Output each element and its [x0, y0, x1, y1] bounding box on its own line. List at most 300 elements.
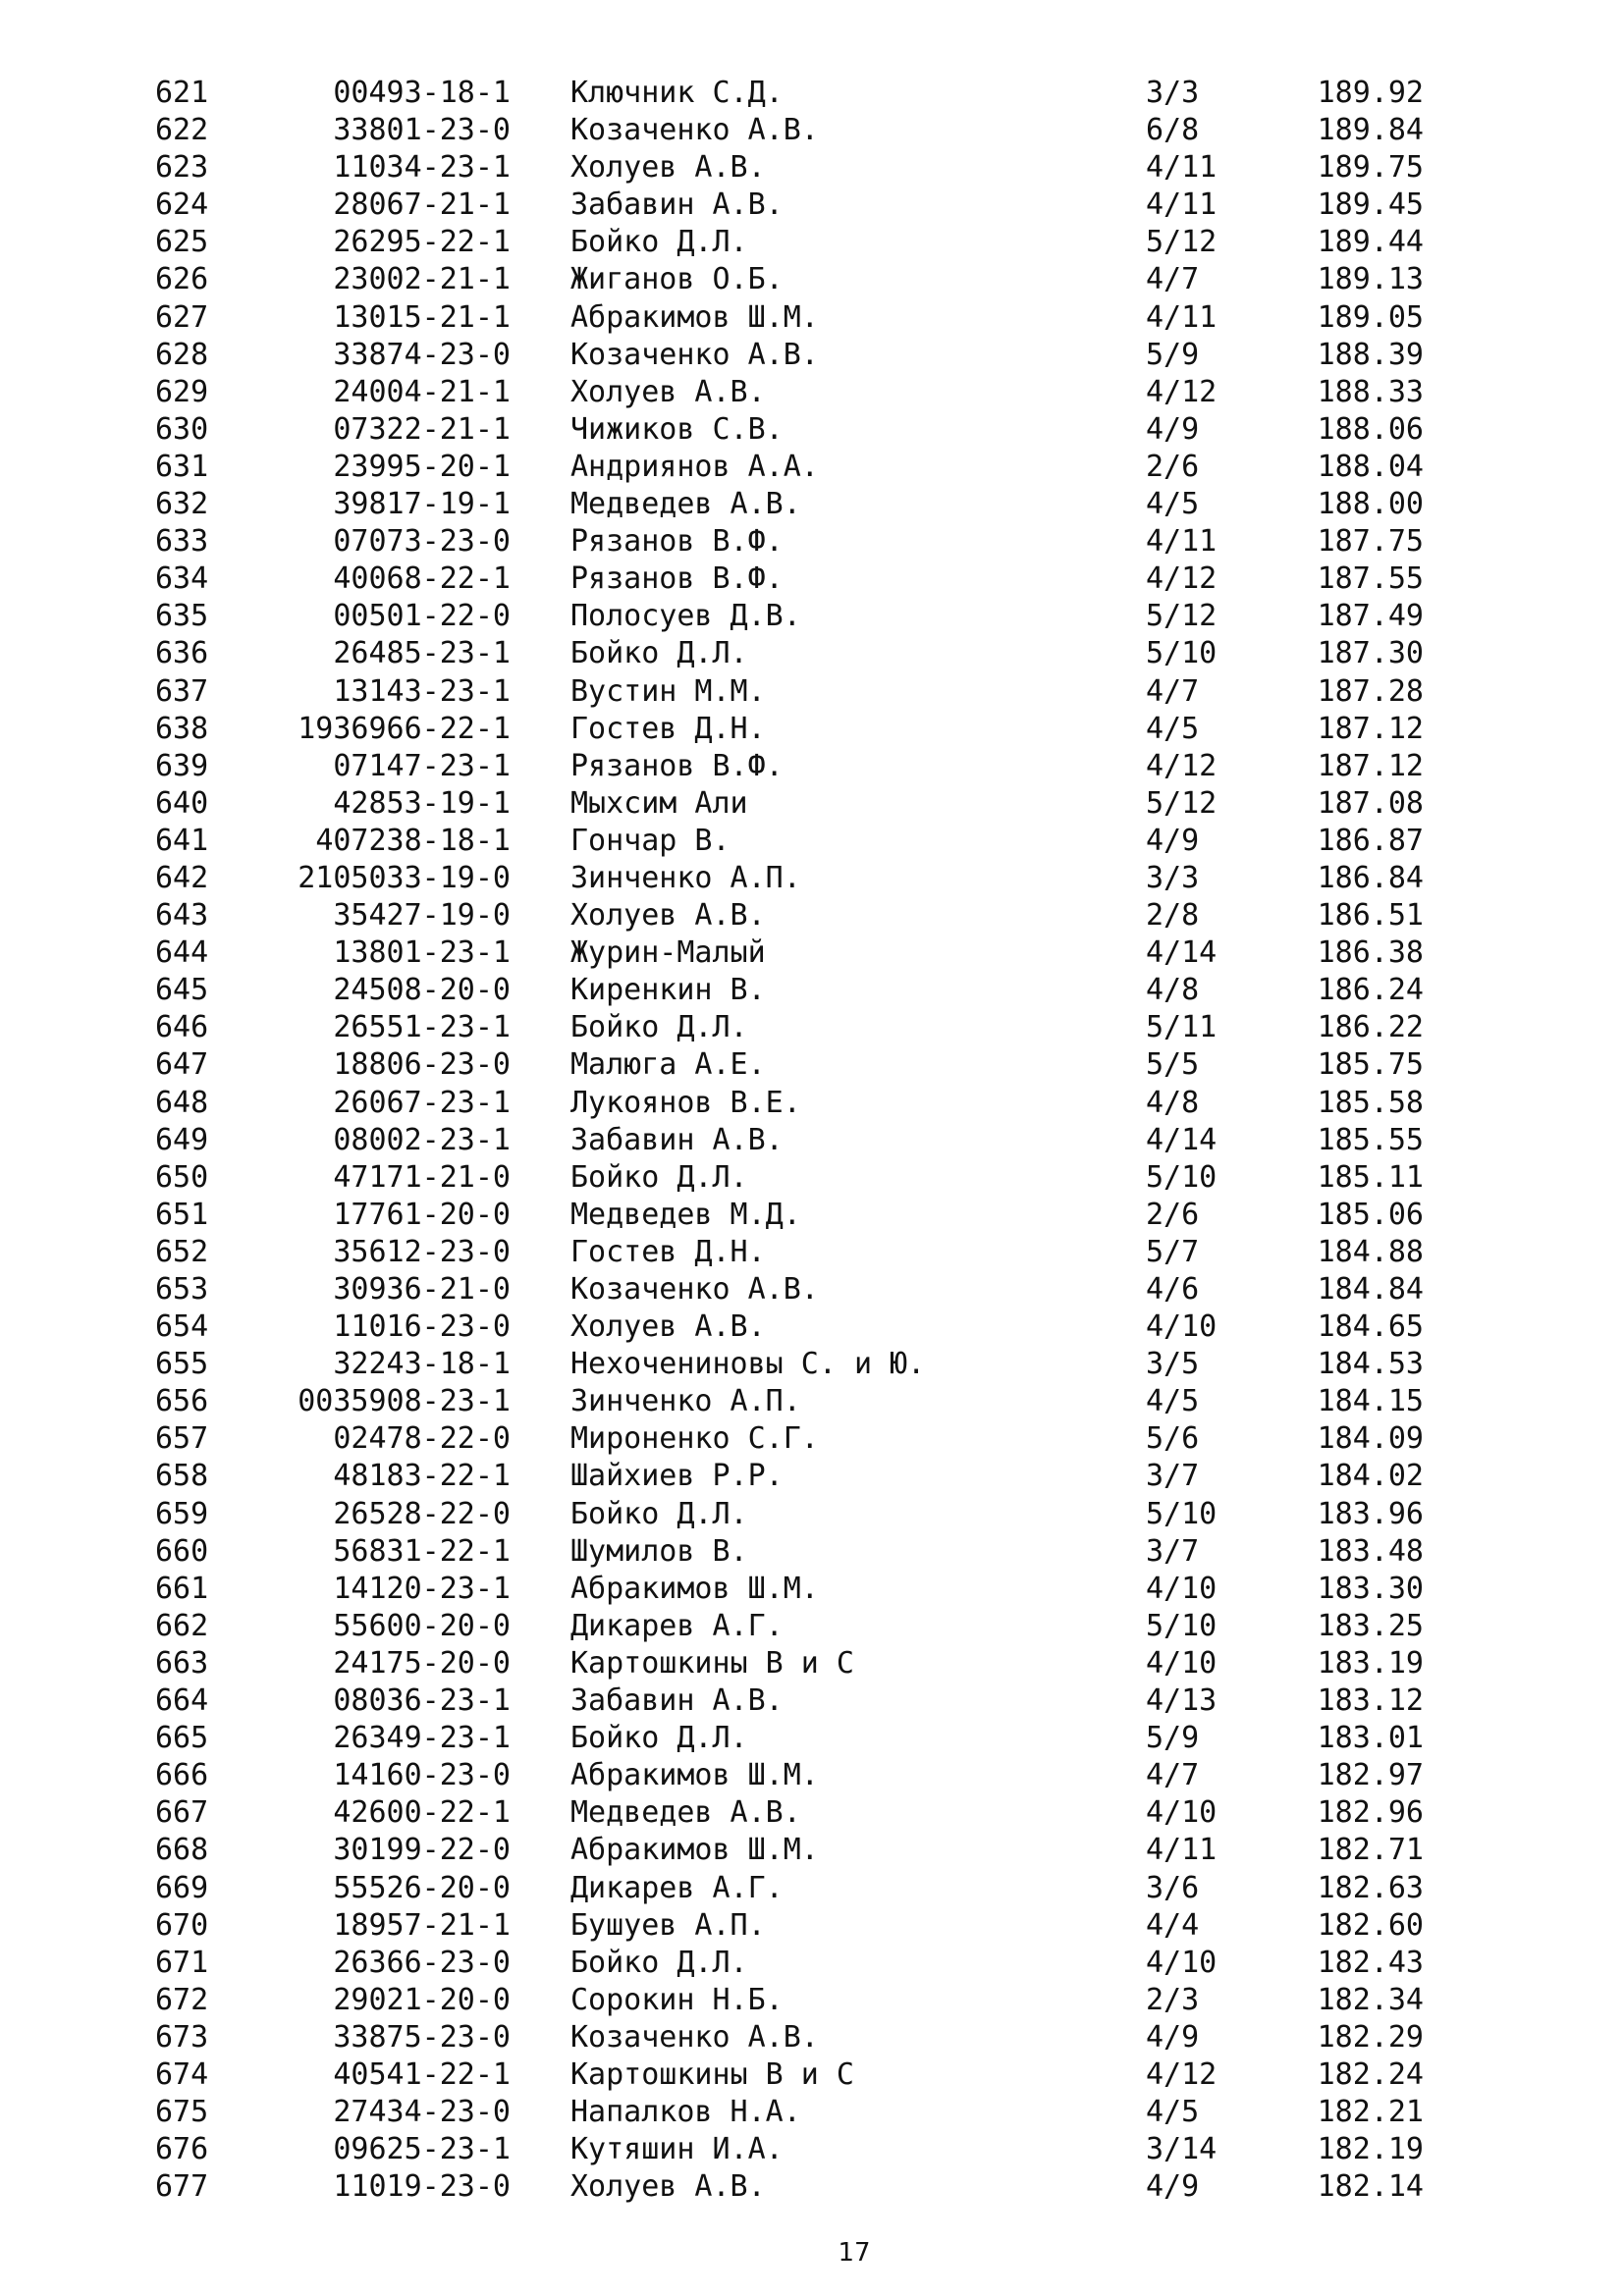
- score-value: 182.71: [1317, 1833, 1424, 1868]
- owner-name: Абракимов Ш.М.: [570, 1833, 819, 1868]
- owner-name: Забавин А.В.: [570, 1683, 784, 1719]
- score-value: 189.75: [1317, 150, 1424, 186]
- score-value: 186.87: [1317, 823, 1424, 858]
- fraction-value: 5/10: [1146, 1159, 1218, 1195]
- registration-id: 11016-23-0: [333, 1309, 511, 1345]
- fraction-value: 4/10: [1146, 1571, 1218, 1606]
- fraction-value: 4/10: [1146, 1645, 1218, 1681]
- rank-number: 650: [155, 1159, 209, 1195]
- fraction-value: 3/14: [1146, 2132, 1218, 2167]
- rank-number: 639: [155, 748, 209, 783]
- registration-id: 13143-23-1: [333, 673, 511, 709]
- table-row: [0, 1234, 1624, 1271]
- rank-number: 658: [155, 1459, 209, 1494]
- table-row: [0, 1870, 1624, 1907]
- registration-id: 13015-21-1: [333, 299, 511, 335]
- registration-id: 55600-20-0: [333, 1608, 511, 1643]
- rank-number: 654: [155, 1309, 209, 1345]
- score-value: 183.96: [1317, 1496, 1424, 1531]
- fraction-value: 5/9: [1146, 1721, 1200, 1756]
- registration-id: 407238-18-1: [315, 823, 511, 858]
- registration-id: 11019-23-0: [333, 2169, 511, 2205]
- owner-name: Зинченко А.П.: [570, 860, 801, 895]
- fraction-value: 4/7: [1146, 673, 1200, 709]
- owner-name: Андриянов А.А.: [570, 449, 819, 484]
- rank-number: 635: [155, 599, 209, 634]
- fraction-value: 4/4: [1146, 1907, 1200, 1943]
- table-row: [0, 1496, 1624, 1533]
- score-value: 188.39: [1317, 337, 1424, 372]
- rank-number: 640: [155, 785, 209, 821]
- owner-name: Бойко Д.Л.: [570, 225, 748, 260]
- table-row: [0, 523, 1624, 561]
- score-value: 186.51: [1317, 898, 1424, 934]
- rank-number: 644: [155, 935, 209, 971]
- score-value: 187.12: [1317, 748, 1424, 783]
- fraction-value: 5/10: [1146, 1608, 1218, 1643]
- score-value: 182.34: [1317, 1982, 1424, 2017]
- registration-id: 27434-23-0: [333, 2095, 511, 2130]
- owner-name: Бойко Д.Л.: [570, 1496, 748, 1531]
- fraction-value: 4/8: [1146, 973, 1200, 1008]
- fraction-value: 4/9: [1146, 2019, 1200, 2055]
- rank-number: 634: [155, 561, 209, 597]
- table-row: [0, 149, 1624, 187]
- table-row: [0, 1682, 1624, 1720]
- registration-id: 42853-19-1: [333, 785, 511, 821]
- fraction-value: 4/8: [1146, 1085, 1200, 1120]
- score-value: 183.12: [1317, 1683, 1424, 1719]
- owner-name: Дикарев А.Г.: [570, 1870, 784, 1905]
- table-row: [0, 224, 1624, 261]
- owner-name: Холуев А.В.: [570, 898, 766, 934]
- score-value: 185.58: [1317, 1085, 1424, 1120]
- rank-number: 642: [155, 860, 209, 895]
- rank-number: 664: [155, 1683, 209, 1719]
- fraction-value: 3/7: [1146, 1459, 1200, 1494]
- table-row: [0, 75, 1624, 112]
- registration-id: 47171-21-0: [333, 1159, 511, 1195]
- fraction-value: 4/9: [1146, 823, 1200, 858]
- table-row: [0, 299, 1624, 337]
- fraction-value: 2/6: [1146, 1197, 1200, 1232]
- owner-name: Бойко Д.Л.: [570, 1010, 748, 1045]
- fraction-value: 4/7: [1146, 262, 1200, 297]
- rank-number: 643: [155, 898, 209, 934]
- fraction-value: 4/11: [1146, 299, 1218, 335]
- table-row: [0, 860, 1624, 897]
- owner-name: Зинченко А.П.: [570, 1384, 801, 1419]
- table-row: [0, 1271, 1624, 1308]
- table-row: [0, 449, 1624, 486]
- registration-id: 32243-18-1: [333, 1347, 511, 1382]
- fraction-value: 4/5: [1146, 2095, 1200, 2130]
- owner-name: Мироненко С.Г.: [570, 1421, 819, 1457]
- fraction-value: 4/11: [1146, 187, 1218, 223]
- score-value: 187.30: [1317, 636, 1424, 671]
- table-row: [0, 1533, 1624, 1571]
- score-value: 187.08: [1317, 785, 1424, 821]
- table-row: [0, 486, 1624, 523]
- fraction-value: 5/6: [1146, 1421, 1200, 1457]
- fraction-value: 4/14: [1146, 1122, 1218, 1157]
- table-row: [0, 1383, 1624, 1420]
- fraction-value: 4/5: [1146, 1384, 1200, 1419]
- score-value: 185.11: [1317, 1159, 1424, 1195]
- score-value: 183.01: [1317, 1721, 1424, 1756]
- fraction-value: 4/10: [1146, 1309, 1218, 1345]
- rank-number: 674: [155, 2056, 209, 2092]
- score-value: 184.88: [1317, 1234, 1424, 1269]
- owner-name: Медведев А.В.: [570, 1795, 801, 1831]
- owner-name: Рязанов В.Ф.: [570, 561, 784, 597]
- owner-name: Вустин М.М.: [570, 673, 766, 709]
- score-value: 184.84: [1317, 1272, 1424, 1307]
- table-row: [0, 411, 1624, 449]
- registration-id: 55526-20-0: [333, 1870, 511, 1905]
- rank-number: 647: [155, 1047, 209, 1083]
- rank-number: 657: [155, 1421, 209, 1457]
- owner-name: Шумилов В.: [570, 1533, 748, 1569]
- table-row: [0, 1420, 1624, 1458]
- table-row: [0, 187, 1624, 224]
- table-row: [0, 1159, 1624, 1197]
- registration-id: 14120-23-1: [333, 1571, 511, 1606]
- score-value: 187.75: [1317, 524, 1424, 560]
- rank-number: 652: [155, 1234, 209, 1269]
- fraction-value: 5/11: [1146, 1010, 1218, 1045]
- score-value: 189.45: [1317, 187, 1424, 223]
- fraction-value: 3/3: [1146, 860, 1200, 895]
- registration-id: 18806-23-0: [333, 1047, 511, 1083]
- registration-id: 18957-21-1: [333, 1907, 511, 1943]
- score-value: 183.48: [1317, 1533, 1424, 1569]
- table-row: [0, 112, 1624, 149]
- owner-name: Гончар В.: [570, 823, 731, 858]
- rank-number: 636: [155, 636, 209, 671]
- rank-number: 629: [155, 374, 209, 409]
- registration-id: 33874-23-0: [333, 337, 511, 372]
- score-value: 187.12: [1317, 711, 1424, 746]
- table-row: [0, 1009, 1624, 1046]
- score-value: 183.25: [1317, 1608, 1424, 1643]
- owner-name: Мыхсим Али: [570, 785, 748, 821]
- fraction-value: 4/13: [1146, 1683, 1218, 1719]
- fraction-value: 5/5: [1146, 1047, 1200, 1083]
- fraction-value: 5/12: [1146, 599, 1218, 634]
- score-value: 189.44: [1317, 225, 1424, 260]
- fraction-value: 4/5: [1146, 487, 1200, 522]
- registration-id: 35427-19-0: [333, 898, 511, 934]
- rank-number: 646: [155, 1010, 209, 1045]
- fraction-value: 3/6: [1146, 1870, 1200, 1905]
- registration-id: 14160-23-0: [333, 1758, 511, 1793]
- fraction-value: 4/9: [1146, 411, 1200, 447]
- fraction-value: 4/11: [1146, 1833, 1218, 1868]
- table-row: [0, 261, 1624, 298]
- table-row: [0, 1907, 1624, 1945]
- registration-id: 08036-23-1: [333, 1683, 511, 1719]
- fraction-value: 6/8: [1146, 113, 1200, 148]
- registration-id: 09625-23-1: [333, 2132, 511, 2167]
- registration-id: 30936-21-0: [333, 1272, 511, 1307]
- fraction-value: 3/5: [1146, 1347, 1200, 1382]
- registration-id: 26485-23-1: [333, 636, 511, 671]
- rank-number: 663: [155, 1645, 209, 1681]
- fraction-value: 4/7: [1146, 1758, 1200, 1793]
- rank-number: 659: [155, 1496, 209, 1531]
- registration-id: 56831-22-1: [333, 1533, 511, 1569]
- rank-number: 653: [155, 1272, 209, 1307]
- owner-name: Холуев А.В.: [570, 2169, 766, 2205]
- score-value: 184.53: [1317, 1347, 1424, 1382]
- registration-id: 40541-22-1: [333, 2056, 511, 2092]
- rank-number: 669: [155, 1870, 209, 1905]
- owner-name: Гостев Д.Н.: [570, 711, 766, 746]
- rank-number: 638: [155, 711, 209, 746]
- score-value: 182.19: [1317, 2132, 1424, 2167]
- table-row: [0, 897, 1624, 934]
- table-row: [0, 598, 1624, 635]
- fraction-value: 4/6: [1146, 1272, 1200, 1307]
- score-value: 183.30: [1317, 1571, 1424, 1606]
- fraction-value: 3/7: [1146, 1533, 1200, 1569]
- table-row: [0, 1945, 1624, 1982]
- fraction-value: 4/5: [1146, 711, 1200, 746]
- table-row: [0, 635, 1624, 672]
- rank-number: 626: [155, 262, 209, 297]
- owner-name: Козаченко А.В.: [570, 337, 819, 372]
- rank-number: 622: [155, 113, 209, 148]
- table-row: [0, 1832, 1624, 1869]
- table-row: [0, 2131, 1624, 2168]
- owner-name: Абракимов Ш.М.: [570, 1758, 819, 1793]
- fraction-value: 4/12: [1146, 561, 1218, 597]
- owner-name: Дикарев А.Г.: [570, 1608, 784, 1643]
- owner-name: Полосуев Д.В.: [570, 599, 801, 634]
- rank-number: 648: [155, 1085, 209, 1120]
- rank-number: 623: [155, 150, 209, 186]
- table-row: [0, 2019, 1624, 2056]
- fraction-value: 5/12: [1146, 785, 1218, 821]
- owner-name: Лукоянов В.Е.: [570, 1085, 801, 1120]
- score-value: 183.19: [1317, 1645, 1424, 1681]
- score-value: 185.55: [1317, 1122, 1424, 1157]
- score-value: 189.13: [1317, 262, 1424, 297]
- score-value: 186.84: [1317, 860, 1424, 895]
- table-row: [0, 823, 1624, 860]
- registration-id: 0035908-23-1: [298, 1384, 511, 1419]
- fraction-value: 5/7: [1146, 1234, 1200, 1269]
- registration-id: 13801-23-1: [333, 935, 511, 971]
- fraction-value: 4/12: [1146, 748, 1218, 783]
- table-row: [0, 1458, 1624, 1495]
- rank-number: 649: [155, 1122, 209, 1157]
- owner-name: Сорокин Н.Б.: [570, 1982, 784, 2017]
- table-row: [0, 1720, 1624, 1757]
- table-row: [0, 1197, 1624, 1234]
- score-value: 188.33: [1317, 374, 1424, 409]
- owner-name: Бойко Д.Л.: [570, 1721, 748, 1756]
- score-value: 185.06: [1317, 1197, 1424, 1232]
- owner-name: Бойко Д.Л.: [570, 636, 748, 671]
- rank-number: 672: [155, 1982, 209, 2017]
- table-row: [0, 2168, 1624, 2206]
- registration-id: 17761-20-0: [333, 1197, 511, 1232]
- score-value: 184.65: [1317, 1309, 1424, 1345]
- registration-id: 00493-18-1: [333, 76, 511, 110]
- registration-id: 39817-19-1: [333, 487, 511, 522]
- registration-id: 07073-23-0: [333, 524, 511, 560]
- score-value: 187.28: [1317, 673, 1424, 709]
- fraction-value: 4/10: [1146, 1945, 1218, 1980]
- fraction-value: 4/14: [1146, 935, 1218, 971]
- table-row: [0, 561, 1624, 598]
- table-row: [0, 1645, 1624, 1682]
- score-value: 189.05: [1317, 299, 1424, 335]
- registration-id: 35612-23-0: [333, 1234, 511, 1269]
- rank-number: 661: [155, 1571, 209, 1606]
- score-value: 188.06: [1317, 411, 1424, 447]
- fraction-value: 4/11: [1146, 150, 1218, 186]
- rank-number: 632: [155, 487, 209, 522]
- rank-number: 656: [155, 1384, 209, 1419]
- score-value: 182.60: [1317, 1907, 1424, 1943]
- rank-number: 670: [155, 1907, 209, 1943]
- fraction-value: 4/10: [1146, 1795, 1218, 1831]
- rank-number: 662: [155, 1608, 209, 1643]
- registration-id: 48183-22-1: [333, 1459, 511, 1494]
- score-value: 187.49: [1317, 599, 1424, 634]
- registration-id: 02478-22-0: [333, 1421, 511, 1457]
- table-row: [0, 972, 1624, 1009]
- rank-number: 673: [155, 2019, 209, 2055]
- owner-name: Медведев А.В.: [570, 487, 801, 522]
- owner-name: Козаченко А.В.: [570, 2019, 819, 2055]
- registration-id: 26349-23-1: [333, 1721, 511, 1756]
- table-row: [0, 1608, 1624, 1645]
- table-row: [0, 1346, 1624, 1383]
- rank-number: 671: [155, 1945, 209, 1980]
- registration-id: 42600-22-1: [333, 1795, 511, 1831]
- table-row: [0, 934, 1624, 972]
- score-value: 182.14: [1317, 2169, 1424, 2205]
- table-row: [0, 337, 1624, 374]
- registration-id: 26366-23-0: [333, 1945, 511, 1980]
- owner-name: Бушуев А.П.: [570, 1907, 766, 1943]
- owner-name: Гостев Д.Н.: [570, 1234, 766, 1269]
- table-row: [0, 1571, 1624, 1608]
- owner-name: Абракимов Ш.М.: [570, 1571, 819, 1606]
- score-value: 182.43: [1317, 1945, 1424, 1980]
- owner-name: Ключник С.Д.: [570, 76, 784, 110]
- registration-id: 11034-23-1: [333, 150, 511, 186]
- owner-name: Медведев М.Д.: [570, 1197, 801, 1232]
- results-table: [0, 75, 1624, 2206]
- rank-number: 645: [155, 973, 209, 1008]
- owner-name: Холуев А.В.: [570, 150, 766, 186]
- fraction-value: 4/9: [1146, 2169, 1200, 2205]
- registration-id: 08002-23-1: [333, 1122, 511, 1157]
- rank-number: 633: [155, 524, 209, 560]
- fraction-value: 5/10: [1146, 1496, 1218, 1531]
- owner-name: Нехочениновы С. и Ю.: [570, 1347, 926, 1382]
- score-value: 186.38: [1317, 935, 1424, 971]
- owner-name: Рязанов В.Ф.: [570, 748, 784, 783]
- table-row: [0, 785, 1624, 823]
- score-value: 189.92: [1317, 76, 1424, 110]
- score-value: 182.24: [1317, 2056, 1424, 2092]
- rank-number: 667: [155, 1795, 209, 1831]
- fraction-value: 5/10: [1146, 636, 1218, 671]
- score-value: 182.96: [1317, 1795, 1424, 1831]
- owner-name: Чижиков С.В.: [570, 411, 784, 447]
- rank-number: 668: [155, 1833, 209, 1868]
- rank-number: 641: [155, 823, 209, 858]
- owner-name: Киренкин В.: [570, 973, 766, 1008]
- score-value: 182.29: [1317, 2019, 1424, 2055]
- owner-name: Журин-Малый: [570, 935, 766, 971]
- registration-id: 33875-23-0: [333, 2019, 511, 2055]
- rank-number: 675: [155, 2095, 209, 2130]
- table-row: [0, 2056, 1624, 2094]
- owner-name: Абракимов Ш.М.: [570, 299, 819, 335]
- score-value: 188.04: [1317, 449, 1424, 484]
- table-row: [0, 1308, 1624, 1346]
- score-value: 189.84: [1317, 113, 1424, 148]
- fraction-value: 3/3: [1146, 76, 1200, 110]
- table-row: [0, 1122, 1624, 1159]
- table-row: [0, 2094, 1624, 2131]
- registration-id: 24508-20-0: [333, 973, 511, 1008]
- table-row: [0, 748, 1624, 785]
- table-row: [0, 1757, 1624, 1794]
- owner-name: Холуев А.В.: [570, 1309, 766, 1345]
- owner-name: Картошкины В и С: [570, 2056, 854, 2092]
- registration-id: 40068-22-1: [333, 561, 511, 597]
- score-value: 182.97: [1317, 1758, 1424, 1793]
- owner-name: Кутяшин И.А.: [570, 2132, 784, 2167]
- score-value: 186.22: [1317, 1010, 1424, 1045]
- registration-id: 07322-21-1: [333, 411, 511, 447]
- rank-number: 625: [155, 225, 209, 260]
- owner-name: Картошкины В и С: [570, 1645, 854, 1681]
- registration-id: 26528-22-0: [333, 1496, 511, 1531]
- registration-id: 26551-23-1: [333, 1010, 511, 1045]
- fraction-value: 5/9: [1146, 337, 1200, 372]
- rank-number: 676: [155, 2132, 209, 2167]
- registration-id: 30199-22-0: [333, 1833, 511, 1868]
- registration-id: 29021-20-0: [333, 1982, 511, 2017]
- rank-number: 660: [155, 1533, 209, 1569]
- page-number: 17: [838, 2238, 871, 2268]
- rank-number: 624: [155, 187, 209, 223]
- score-value: 185.75: [1317, 1047, 1424, 1083]
- fraction-value: 2/3: [1146, 1982, 1200, 2017]
- score-value: 182.21: [1317, 2095, 1424, 2130]
- owner-name: Холуев А.В.: [570, 374, 766, 409]
- registration-id: 23002-21-1: [333, 262, 511, 297]
- owner-name: Козаченко А.В.: [570, 113, 819, 148]
- owner-name: Рязанов В.Ф.: [570, 524, 784, 560]
- table-row: [0, 711, 1624, 748]
- fraction-value: 2/8: [1146, 898, 1200, 934]
- registration-id: 00501-22-0: [333, 599, 511, 634]
- rank-number: 631: [155, 449, 209, 484]
- owner-name: Забавин А.В.: [570, 1122, 784, 1157]
- score-value: 188.00: [1317, 487, 1424, 522]
- registration-id: 07147-23-1: [333, 748, 511, 783]
